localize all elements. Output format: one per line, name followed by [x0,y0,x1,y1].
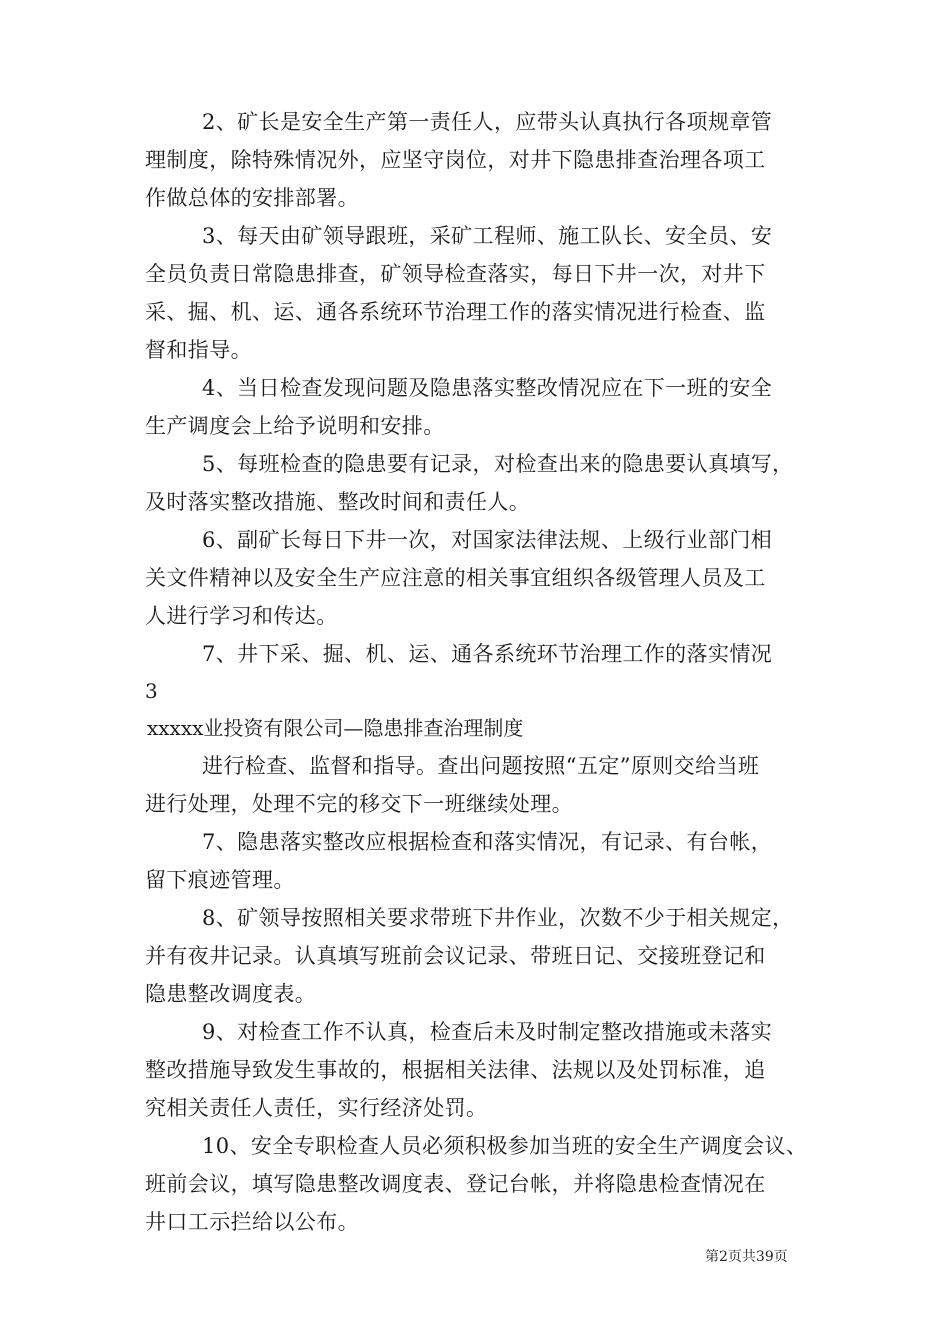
text-line: 采、掘、机、运、通各系统环节治理工作的落实情况进行检查、监 [145,300,766,324]
text-line: 关文件精神以及安全生产应注意的相关事宜组织各级管理人员及工 [145,566,766,590]
paragraph-group-lower [145,747,820,1241]
text-line: 5、每班检查的隐患要有记录，对检查出来的隐患要认真填写， [202,452,794,476]
text-line: 生产调度会上给予说明和安排。 [145,414,445,438]
text-line: 进行处理，处理不完的移交下一班继续处理。 [145,792,573,816]
text-line: 井口工示拦给以公布。 [145,1210,359,1234]
text-line: 督和指导。 [145,338,252,362]
text-line: 全员负责日常隐患排查，矿领导检查落实，每日下井一次，对井下 [145,262,766,286]
text-line: 并有夜井记录。认真填写班前会议记录、带班日记、交接班登记和 [145,944,766,968]
text-line: 进行检查、监督和指导。查出问题按照“五定”原则交给当班 [202,754,760,778]
text-line: 作做总体的安排部署。 [145,186,359,210]
text-line: 2、矿长是安全生产第一责任人，应带头认真执行各项规章管 [202,110,773,134]
text-line: 及时落实整改措施、整改时间和责任人。 [145,490,531,514]
page-footer: 第2页共39页 [705,1249,788,1265]
text-line: 9、对检查工作不认真，检查后未及时制定整改措施或未落实 [202,1020,773,1044]
text-line: 究相关责任人责任，实行经济处罚。 [145,1096,488,1120]
text-line: 6、副矿长每日下井一次，对国家法律法规、上级行业部门相 [202,528,773,552]
running-header-title: xxxxx业投资有限公司—隐患排查治理制度 [147,716,524,740]
text-line: 3、每天由矿领导跟班，采矿工程师、施工队长、安全员、安 [202,224,773,248]
text-line: 整改措施导致发生事故的，根据相关法律、法规以及处罚标准，追 [145,1058,766,1082]
text-line: 10、安全专职检查人员必须积极参加当班的安全生产调度会议、 [202,1134,808,1158]
text-line: 8、矿领导按照相关要求带班下井作业，次数不少于相关规定， [202,906,794,930]
text-line: 4、当日检查发现问题及隐患落实整改情况应在下一班的安全 [202,376,773,400]
document-body [145,103,820,1241]
text-line: 留下痕迹管理。 [145,868,295,892]
text-line: 理制度，除特殊情况外，应坚守岗位，对井下隐患排查治理各项工 [145,148,766,172]
inline-page-number: 3 [145,679,158,703]
text-line: 隐患整改调度表。 [145,982,317,1006]
text-line: 7、隐患落实整改应根据检查和落实情况，有记录、有台帐， [202,830,773,854]
text-line: 7、井下采、掘、机、运、通各系统环节治理工作的落实情况 [202,642,773,666]
paragraph-group-upper [145,103,820,673]
text-line: 人进行学习和传达。 [145,604,338,628]
text-line: 班前会议，填写隐患整改调度表、登记台帐，并将隐患检查情况在 [145,1172,766,1196]
